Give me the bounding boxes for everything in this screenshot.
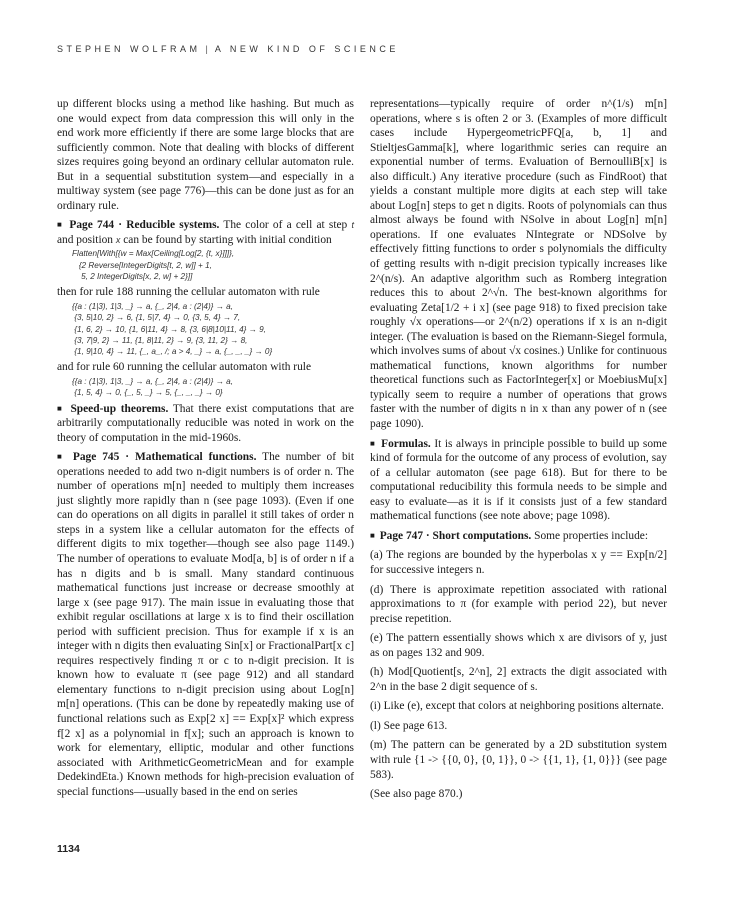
note-page-745: ■ Page 745 · Mathematical functions. The number of bit operations needed to add two n-digit numbers is of order n. The number of operations m[n] needed to multiply them increases just slightly more rapidly than n (see page 1093). (Even if one can do operations on all digits in parallel it still takes of order n steps in a system like a cellular automaton for the effects of different digits to mix together—though see also page 1149.) The number of operations to evaluate Mod[a, b] is of order n if a has n digits and b is small. Many standard continuous mathematical functions just increase or decrease smoothly at large x (see page 917). The main issue in evaluating those that exhibit regular oscillations at large x is to find their oscillation period with sufficient precision. Thus for example if x is an integer with n digits then evaluating Sin[x] or FractionalPart[x c] requires respectively finding π or c to n-digit precision. It is known how to evaluate π (see page 912) and all standard elementary functions to n-digit precision using about Log[n] m[n] operations. (This can be done by repeatedly making use of functional relations such as Exp[2 x] == Exp[x]² which express f[2 x] as a polynomial in f[x]; such an approach is known to work for elementary, elliptic, modular and other functions associated with ArithmeticGeometricMean and for example DedekindEta.) Known methods for high-precision evaluation of special functions—usually based in the end on series (57, 451, 354, 798)
page-number: 1134 (57, 843, 80, 855)
bullet-icon: ■ (370, 530, 375, 540)
header-book-title: A NEW KIND OF SCIENCE (214, 44, 399, 54)
list-item-e: (e) The pattern essentially shows which x are divisors of y, just as on pages 132 and 909. (370, 632, 667, 659)
note-title: Page 747 · Short computations. (379, 529, 532, 542)
left-column (57, 97, 354, 804)
paragraph-rule-188: then for rule 188 running the cellular automaton with rule (57, 286, 320, 299)
bullet-icon: ■ (57, 452, 65, 462)
note-speed-up: ■ Speed-up theorems. That there exist computations that are arbitrarily computationally reducible was noted in work on the theory of computation in the mid-1960s. (57, 402, 354, 444)
see-also: (See also page 870.) (370, 788, 463, 801)
running-header (57, 44, 399, 54)
note-title: Speed-up theorems. (70, 402, 169, 415)
header-author: STEPHEN WOLFRAM (57, 44, 201, 54)
code-initial-condition: Flatten[With[{w = Max[Ceiling[Log[2, {t, x}]]]}, {2 Reverse[IntegerDigits[t, 2, w]] + 1, 5, 2 IntegerDigits[x, 2, w] + 2}]] (72, 249, 235, 282)
bullet-icon: ■ (57, 403, 64, 413)
header-separator: | (205, 44, 208, 54)
code-rule-188: {{a : (1|3), 1|3, _} → a, {_, 2|4, a : (2|4)} → a, {3, 5|10, 2} → 6, {1, 5|7, 4} → 0, {3, 5, 4} → 7, {1, 6, 2} → 10, {1, 6|11, 4} → 8, {3, 6|8|10|11, 4} → 9, {3, 7|9, 2} → 11, {1, 8|11, 2} → 9, {3, 11, 2} → 8, {1, 9|10, 4} → 11, {_, a_, /; a > 4, _} → a, {_, _, _} → 0} (72, 301, 273, 357)
list-item-d: (d) There is approximate repetition associated with rational approximations to π (for example with period 22), but never precise repetition. (370, 583, 667, 625)
note-page-744: ■ Page 744 · Reducible systems. The color of a cell at step t and position x can be found by starting with initial condition (57, 219, 354, 246)
paragraph-intro: up different blocks using a method like hashing. But much as one would expect from data compression this will only in the end work more efficiently if there are some large blocks that are sufficiently common. Note that dealing with blocks of different sizes requires going beyond an ordinary cellular automaton rule. But in a sequential substitution system—and especially in a multiway system (see page 776)—this can be done just as for an ordinary rule. (57, 98, 354, 212)
list-item-i: (i) Like (e), except that colors at neighboring positions alternate. (370, 700, 664, 713)
list-item-h: (h) Mod[Quotient[s, 2^n], 2] extracts the digit associated with 2^n in the base 2 digit sequence of s. (370, 666, 667, 693)
bullet-icon: ■ (57, 220, 64, 230)
paragraph-continued: representations—typically require of order n^(1/s) m[n] operations, where s is often 2 or 3. (Examples of more difficult cases include HypergeometricPFQ[a, b, 1] and StieltjesGamma[k], where logarithmic series can require an exponential number of terms. Evaluation of BernoulliB[x] is also difficult.) Any iterative procedure (such as FindRoot) that yields a constant multiple more digits at each step will take about Log[n] steps to get n digits. Roots of polynomials can thus almost always be found with NSolve in about Log[n] m[n] operations. If one evaluates NIntegrate or NDSolve by effectively fitting functions to order s polynomials the difficulty of getting results with n-digit precision typically increases like 2^(n/s). An adaptive algorithm such as Romberg integration reduces this to about 2^√n. The best-known algorithms for evaluating Zeta[1/2 + i x] (see page 918) to fixed precision take roughly √x operations—or 2^(n/2) operations if x is an n-digit integer. (The evaluation is based on the Riemann-Siegel formula, which involves sums of about √x cosines.) Unlike for continuous mathematical functions, known algorithms for number theoretical functions such as FactorInteger[x] or MoebiusMu[x] typically seem to require a number of operations that grows faster with the number of digits n in x than any power of n (see page 1090). (370, 98, 667, 431)
right-column (370, 97, 667, 807)
note-page-747: ■ Page 747 · Short computations. Some properties include: (370, 529, 649, 542)
note-title: Page 745 · Mathematical functions. (72, 451, 257, 464)
note-formulas: ■ Formulas. It is always in principle possible to build up some kind of formula for the outcome of any process of evolution, say of a cellular automaton (see page 618). But for there to be computational reducibility this formula needs to be simple and easy to evaluate—as it is if it consists just of a few standard mathematical functions (see note above; page 1098). (370, 437, 667, 523)
list-item-l: (l) See page 613. (370, 719, 448, 732)
list-item-a: (a) The regions are bounded by the hyperbolas x y == Exp[n/2] for successive integers n. (370, 549, 667, 576)
code-rule-60: {{a : (1|3), 1|3, _} → a, {_, 2|4, a : (2|4)} → a, {1, 5, 4} → 0, {_, 5, _} → 5, {_, _, _} → 0} (72, 376, 233, 398)
paragraph-rule-60: and for rule 60 running the cellular automaton with rule (57, 361, 311, 374)
list-item-m: (m) The pattern can be generated by a 2D substitution system with rule {1 -> {{0, 0}, {0, 1}}, 0 -> {{1, 1}, {1, 0}}} (see page 583). (370, 739, 667, 781)
note-title: Page 744 · Reducible systems. (69, 219, 220, 232)
bullet-icon: ■ (370, 438, 376, 448)
note-title: Formulas. (381, 437, 431, 450)
